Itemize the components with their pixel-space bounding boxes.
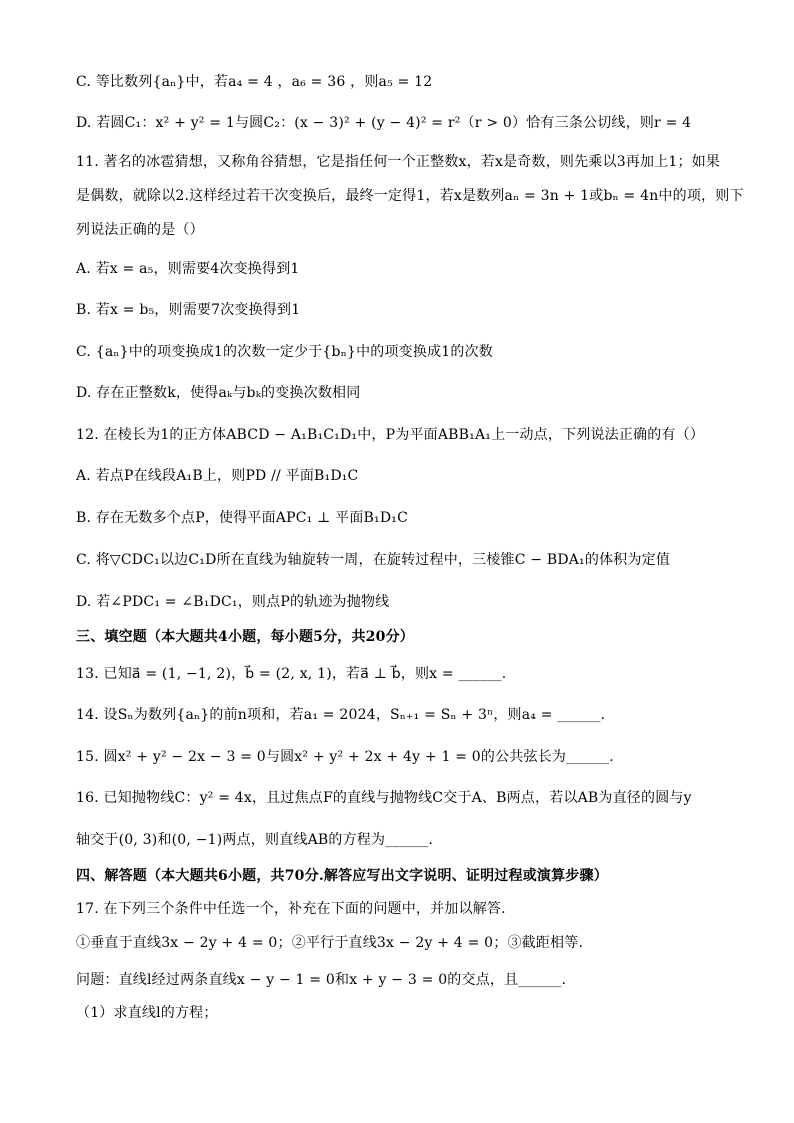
option-10c: C. 等比数列{aₙ}中，若a₄ = 4 ，a₆ = 36 ，则a₅ = 12 (76, 74, 433, 90)
option-11b: B. 若x = b₅，则需要7次变换得到1 (76, 302, 301, 318)
question-11-line-2: 是偶数，就除以2.这样经过若干次变换后，最终一定得1，若x是数列aₙ = 3n + 1或bₙ = 4n中的项，则下 (76, 188, 744, 204)
option-12d: D. 若∠PDC₁ = ∠B₁DC₁，则点P的轨迹为抛物线 (76, 594, 390, 610)
question-17-problem: 问题：直线l经过两条直线x − y − 1 = 0和x + y − 3 = 0的交点，且______. (76, 972, 567, 988)
option-11c: C. {aₙ}中的项变换成1的次数一定少于{bₙ}中的项变换成1的次数 (76, 344, 493, 360)
question-11-line-1: 11. 著名的冰雹猜想，又称角谷猜想，它是指任何一个正整数x，若x是奇数，则先乘以3再加上1；如果 (76, 154, 721, 170)
question-17-conditions: ①垂直于直线3x − 2y + 4 = 0；②平行于直线3x − 2y + 4 = 0；③截距相等. (76, 935, 584, 951)
option-12c: C. 将▽CDC₁以边C₁D所在直线为轴旋转一周，在旋转过程中，三棱锥C − BDA₁的体积为定值 (76, 552, 671, 568)
section-3-heading: 三、填空题（本大题共4小题，每小题5分，共20分） (76, 629, 414, 645)
question-17-intro: 17. 在下列三个条件中任选一个，补充在下面的问题中，并加以解答. (76, 901, 506, 917)
question-14: 14. 设Sₙ为数列{aₙ}的前n项和，若a₁ = 2024，Sₙ₊₁ = Sₙ + 3ⁿ，则a₄ = ______. (76, 707, 606, 723)
question-15: 15. 圆x² + y² − 2x − 3 = 0与圆x² + y² + 2x + 4y + 1 = 0的公共弦长为______. (76, 749, 614, 765)
question-12: 12. 在棱长为1的正方体ABCD − A₁B₁C₁D₁中，P为平面ABB₁A₁上一动点，下列说法正确的有（） (76, 427, 705, 443)
question-16-line-2: 轴交于(0, 3)和(0, −1)两点，则直线AB的方程为______. (76, 832, 434, 848)
section-4-heading: 四、解答题（本大题共6小题，共70分.解答应写出文字说明、证明过程或演算步骤） (76, 868, 608, 884)
question-13: 13. 已知a⃗ = (1, −1, 2)，b⃗ = (2, x, 1)，若a⃗ ⊥ b⃗，则x = ______. (76, 666, 507, 682)
option-11d: D. 存在正整数k，使得aₖ与bₖ的变换次数相同 (76, 385, 361, 401)
question-16-line-1: 16. 已知抛物线C：y² = 4x，且过焦点F的直线与抛物线C交于A、B两点，若以AB为直径的圆与y (76, 790, 692, 806)
question-17-part-1: （1）求直线l的方程； (76, 1005, 218, 1021)
option-12b: B. 存在无数多个点P，使得平面APC₁ ⊥ 平面B₁D₁C (76, 510, 408, 526)
option-10d: D. 若圆C₁：x² + y² = 1与圆C₂：(x − 3)² + (y − 4)² = r²（r > 0）恰有三条公切线，则r = 4 (76, 115, 692, 131)
option-11a: A. 若x = a₅，则需要4次变换得到1 (76, 261, 300, 277)
question-11-line-3: 列说法正确的是（） (76, 222, 204, 238)
option-12a: A. 若点P在线段A₁B上，则PD // 平面B₁D₁C (76, 468, 359, 484)
